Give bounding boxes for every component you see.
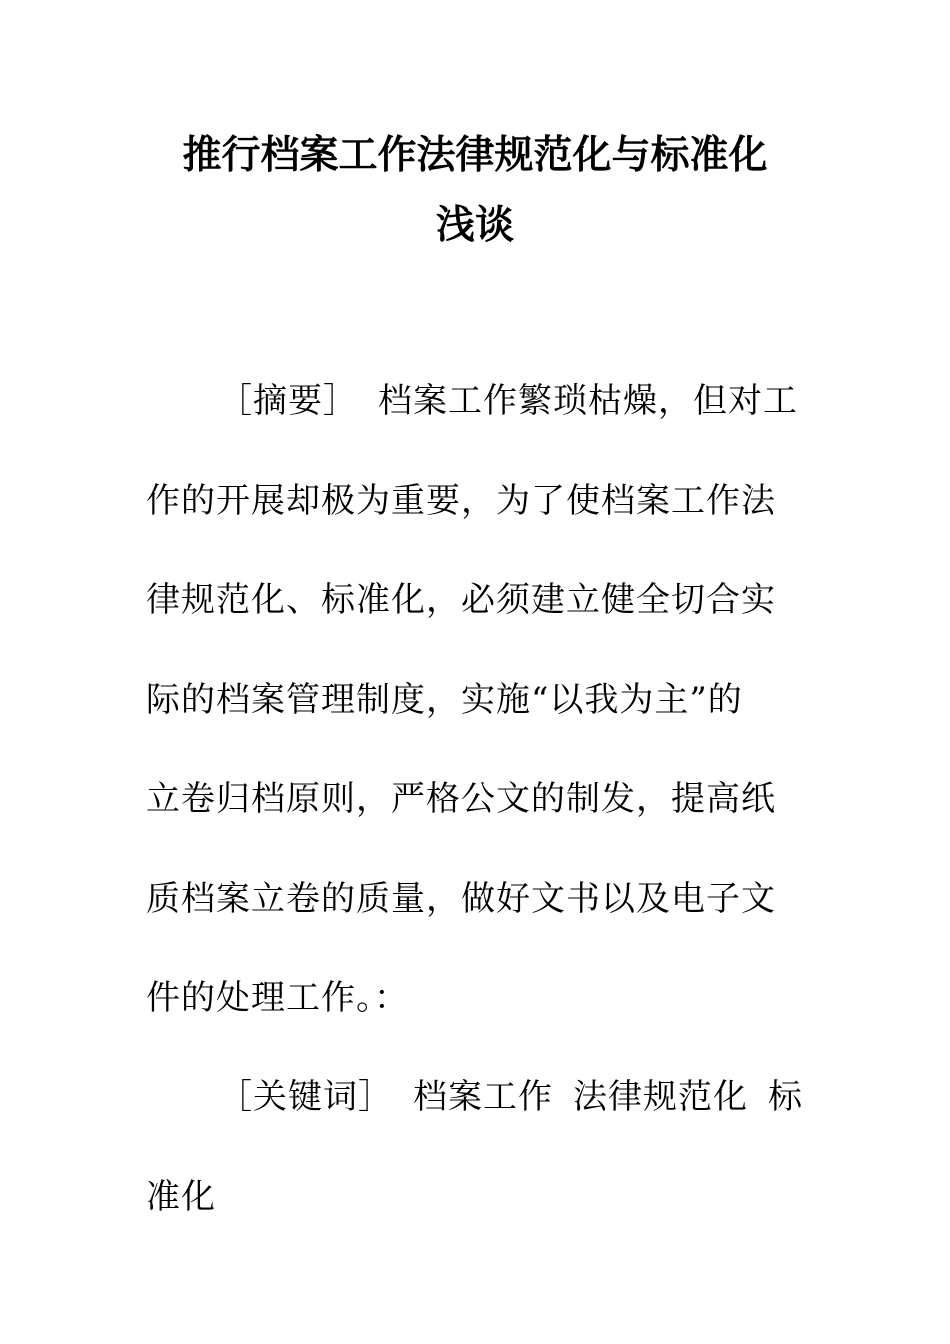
keyword-item: 标: [768, 1077, 803, 1117]
abstract-text-line: 律规范化、标准化，必须建立健全切合实: [146, 580, 776, 620]
keywords-continuation: 准化: [146, 1177, 216, 1217]
keyword-item: 法律规范化: [573, 1077, 748, 1117]
abstract-label: ［摘要］: [218, 381, 358, 421]
abstract-text-line: 作的开展却极为重要，为了使档案工作法: [146, 481, 776, 521]
keyword-item: 档案工作: [413, 1077, 553, 1117]
abstract-text-line: 件的处理工作。：: [146, 978, 409, 1018]
document-title-line-2: 浅谈: [435, 203, 514, 248]
keywords-label: ［关键词］: [218, 1077, 393, 1117]
abstract-text-line: 质档案立卷的质量，做好文书以及电子文: [146, 879, 776, 919]
keywords-first-line: [218, 1077, 803, 1117]
abstract-first-line: [218, 381, 798, 421]
abstract-text-line: 档案工作繁琐枯燥，但对工: [378, 381, 798, 421]
abstract-text-line: 立卷归档原则，严格公文的制发，提高纸: [146, 779, 776, 819]
abstract-text-line: 际的档案管理制度，实施“以我为主”的: [146, 680, 743, 720]
document-title-line-1: 推行档案工作法律规范化与标准化: [182, 133, 768, 178]
